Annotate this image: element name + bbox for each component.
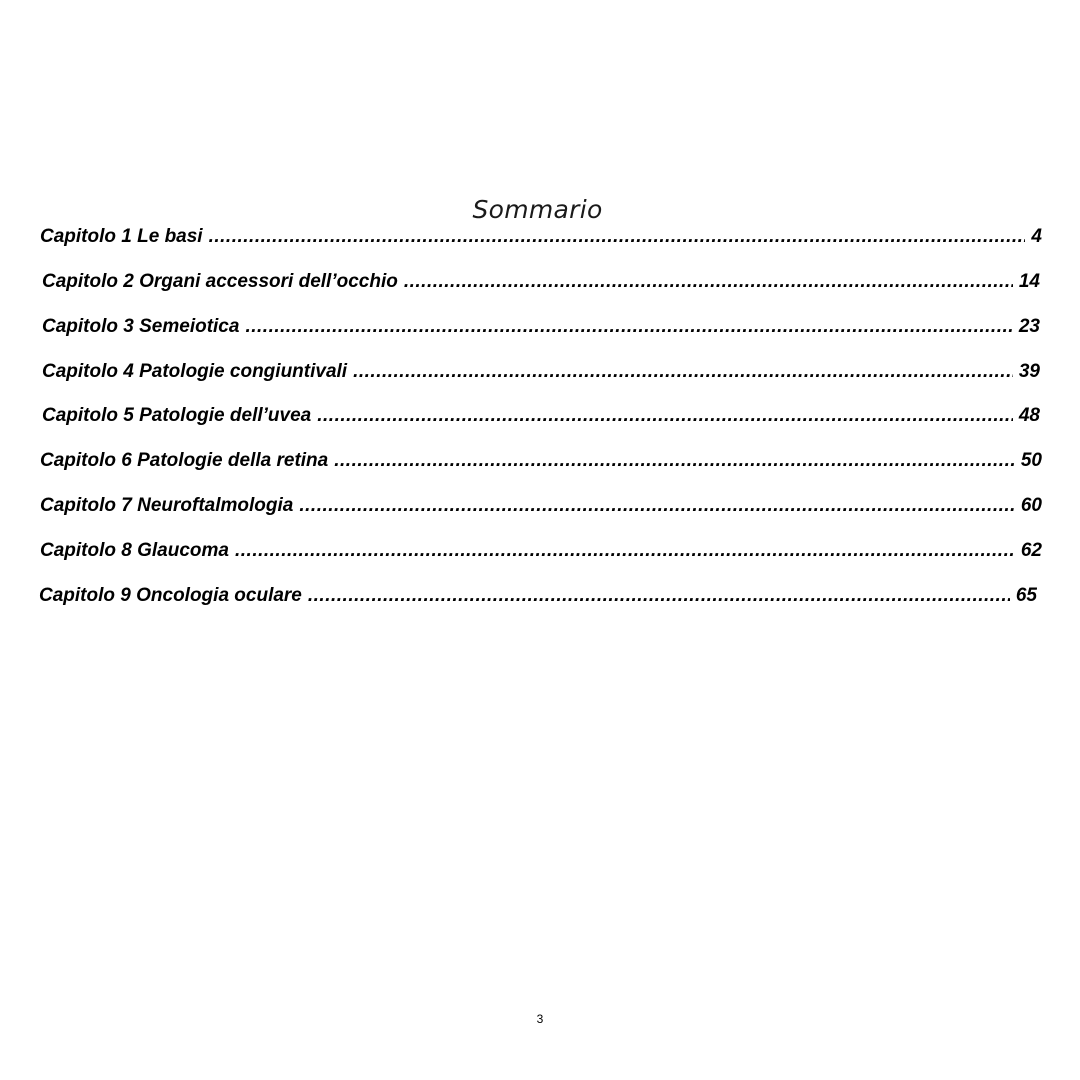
toc-dot-leader <box>245 312 1012 342</box>
toc-entry-chapter-7[interactable] <box>40 491 1042 521</box>
toc-entry-page: 39 <box>1018 361 1040 382</box>
toc-entry-chapter-4[interactable] <box>42 357 1040 387</box>
toc-entry-chapter-1[interactable] <box>40 222 1042 252</box>
toc-dot-leader <box>308 581 1010 611</box>
toc-entry-label: Capitolo 4 Patologie congiuntivali <box>42 361 348 382</box>
toc-dot-leader <box>334 446 1015 476</box>
toc-entry-label: Capitolo 7 Neuroftalmologia <box>40 495 294 516</box>
toc-entry-page: 48 <box>1018 405 1040 426</box>
toc-entry-page: 14 <box>1018 271 1040 292</box>
toc-entry-label: Capitolo 5 Patologie dell’uvea <box>42 405 312 426</box>
toc-entry-page: 65 <box>1015 585 1037 606</box>
toc-entry-page: 23 <box>1018 316 1040 337</box>
toc-entry-chapter-9[interactable] <box>39 581 1037 611</box>
toc-entry-chapter-8[interactable] <box>40 536 1042 566</box>
toc-entry-page: 60 <box>1020 495 1042 516</box>
toc-dot-leader <box>317 401 1013 431</box>
toc-entry-chapter-3[interactable] <box>42 312 1040 342</box>
toc-dot-leader <box>404 267 1013 297</box>
toc-entry-label: Capitolo 6 Patologie della retina <box>40 450 329 471</box>
toc-title: Sommario <box>472 194 603 224</box>
toc-entry-page: 62 <box>1020 540 1042 561</box>
toc-entry-page: 4 <box>1031 226 1042 247</box>
toc-entry-label: Capitolo 8 Glaucoma <box>40 540 229 561</box>
page-number: 3 <box>536 1012 544 1026</box>
toc-entry-chapter-2[interactable] <box>42 267 1040 297</box>
toc-entry-page: 50 <box>1020 450 1042 471</box>
toc-entry-label: Capitolo 3 Semeiotica <box>42 316 240 337</box>
toc-entry-chapter-6[interactable] <box>40 446 1042 476</box>
toc-entry-label: Capitolo 1 Le basi <box>40 226 203 247</box>
toc-entry-label: Capitolo 9 Oncologia oculare <box>39 585 302 606</box>
toc-dot-leader <box>299 491 1015 521</box>
toc-entry-chapter-5[interactable] <box>42 401 1040 431</box>
toc-dot-leader <box>353 357 1013 387</box>
toc-dot-leader <box>209 222 1026 252</box>
toc-dot-leader <box>235 536 1015 566</box>
toc-entry-label: Capitolo 2 Organi accessori dell’occhio <box>42 271 398 292</box>
